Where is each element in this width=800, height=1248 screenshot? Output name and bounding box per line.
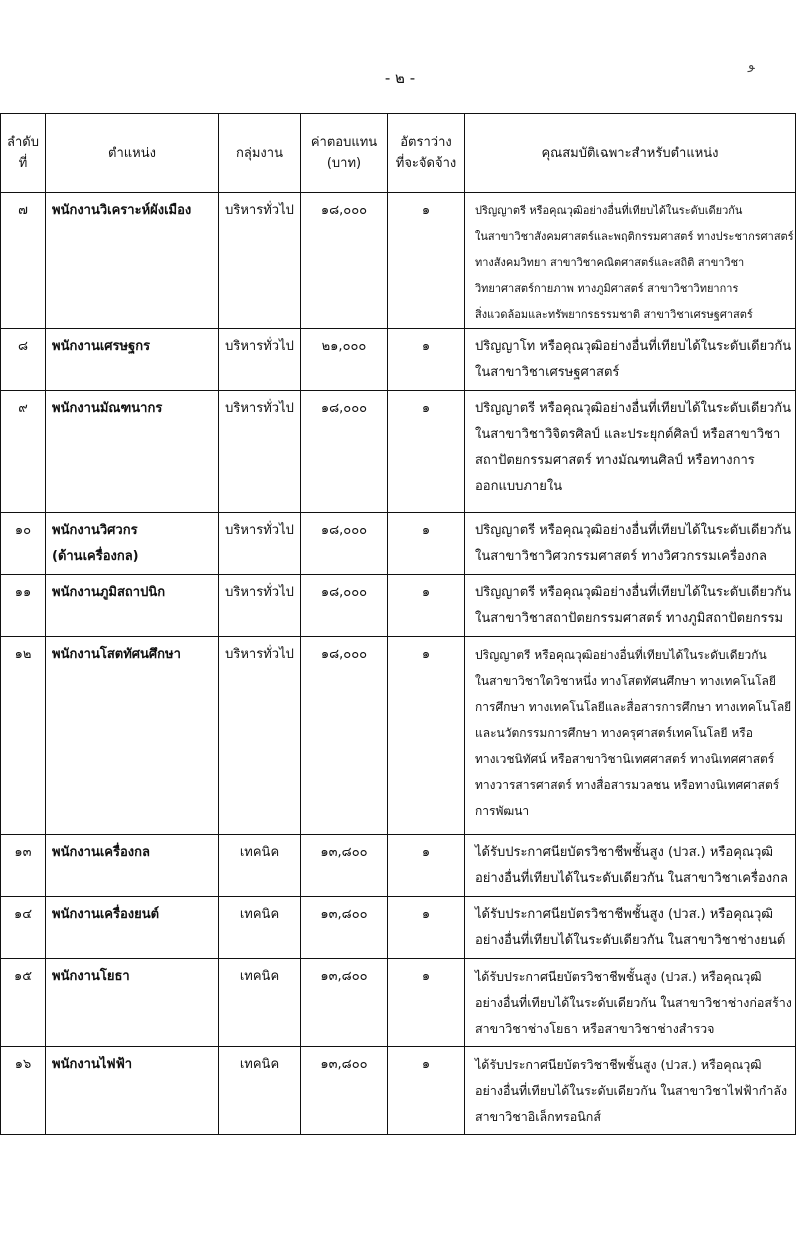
position-title-line: พนักงานโสตทัศนศึกษา <box>52 647 181 662</box>
work-group: เทคนิค <box>219 1047 301 1135</box>
table-row <box>1 193 796 329</box>
position-title <box>46 575 219 637</box>
header-salary: ค่าตอบแทน (บาท) <box>301 114 388 193</box>
qualification-line: ในสาขาวิชาสังคมศาสตร์และพฤติกรรมศาสตร์ ทางประชากรศาสตร์ <box>475 230 794 243</box>
position-title-line: พนักงานเศรษฐกร <box>52 339 151 354</box>
row-number: ๙ <box>1 391 46 513</box>
qualification-line: วิทยาศาสตร์กายภาพ ทางภูมิศาสตร์ สาขาวิชาวิทยาการ <box>475 282 739 295</box>
table-row <box>1 1047 796 1135</box>
salary: ๒๑,๐๐๐ <box>301 329 388 391</box>
row-number: ๑๖ <box>1 1047 46 1135</box>
position-title <box>46 897 219 959</box>
vacancy-count: ๑ <box>388 835 465 897</box>
salary: ๑๓,๘๐๐ <box>301 1047 388 1135</box>
position-title-line: พนักงานมัณฑนากร <box>52 401 163 416</box>
header-group: กลุ่มงาน <box>219 114 301 193</box>
qualification-line: ออกแบบภายใน <box>475 479 563 494</box>
table-body <box>1 193 796 1135</box>
vacancy-count: ๑ <box>388 329 465 391</box>
header-qualification: คุณสมบัติเฉพาะสำหรับตำแหน่ง <box>465 114 796 193</box>
qualification <box>465 391 796 513</box>
row-number: ๘ <box>1 329 46 391</box>
work-group: บริหารทั่วไป <box>219 637 301 835</box>
work-group: เทคนิค <box>219 959 301 1047</box>
work-group: บริหารทั่วไป <box>219 329 301 391</box>
qualification-line: ได้รับประกาศนียบัตรวิชาชีพชั้นสูง (ปวส.) หรือคุณวุฒิ <box>475 1057 762 1072</box>
table-row <box>1 637 796 835</box>
qualification-line: ในสาขาวิชาเศรษฐศาสตร์ <box>475 365 620 380</box>
salary: ๑๘,๐๐๐ <box>301 637 388 835</box>
vacancy-count: ๑ <box>388 193 465 329</box>
position-title <box>46 391 219 513</box>
qualification-line: ปริญญาตรี หรือคุณวุฒิอย่างอื่นที่เทียบได้ในระดับเดียวกัน <box>475 401 792 416</box>
qualification-line: ในสาขาวิชาสถาปัตยกรรมศาสตร์ ทางภูมิสถาปัตยกรรม <box>475 611 784 626</box>
qualification-line: อย่างอื่นที่เทียบได้ในระดับเดียวกัน ในสาขาวิชาไฟฟ้ากำลัง <box>475 1083 788 1098</box>
salary: ๑๓,๘๐๐ <box>301 959 388 1047</box>
qualification-line: ทางวารสารศาสตร์ ทางสื่อสารมวลชน หรือทางนิเทศศาสตร์ <box>475 778 780 792</box>
position-title <box>46 959 219 1047</box>
position-title-line: พนักงานเครื่องกล <box>52 845 150 860</box>
table-row <box>1 513 796 575</box>
work-group: เทคนิค <box>219 897 301 959</box>
row-number: ๑๒ <box>1 637 46 835</box>
position-title <box>46 1047 219 1135</box>
qualification <box>465 329 796 391</box>
position-title-line: พนักงานเครื่องยนต์ <box>52 907 160 922</box>
qualification-line: การพัฒนา <box>475 804 530 818</box>
qualification-line: ได้รับประกาศนียบัตรวิชาชีพชั้นสูง (ปวส.) หรือคุณวุฒิ <box>475 845 774 860</box>
work-group: บริหารทั่วไป <box>219 575 301 637</box>
position-title-line: (ด้านเครื่องกล) <box>52 549 139 564</box>
qualification <box>465 835 796 897</box>
qualification-line: ได้รับประกาศนียบัตรวิชาชีพชั้นสูง (ปวส.) หรือคุณวุฒิ <box>475 969 762 984</box>
qualification-line: ปริญญาตรี หรือคุณวุฒิอย่างอื่นที่เทียบได้ในระดับเดียวกัน <box>475 648 767 662</box>
qualification <box>465 1047 796 1135</box>
position-title <box>46 835 219 897</box>
qualification-line: สาขาวิชาอิเล็กทรอนิกส์ <box>475 1109 601 1124</box>
page-number: - ๒ - <box>384 69 416 87</box>
table-row <box>1 959 796 1047</box>
row-number: ๑๑ <box>1 575 46 637</box>
qualification-line: สิ่งแวดล้อมและทรัพยากรธรรมชาติ สาขาวิชาเศรษฐศาสตร์ <box>475 308 753 321</box>
qualification-line: ในสาขาวิชาวิจิตรศิลป์ และประยุกต์ศิลป์ หรือสาขาวิชา <box>475 427 781 442</box>
vacancy-count: ๑ <box>388 513 465 575</box>
qualification-line: สถาปัตยกรรมศาสตร์ ทางมัณฑนศิลป์ หรือทางการ <box>475 453 755 468</box>
qualification <box>465 637 796 835</box>
qualification-line: อย่างอื่นที่เทียบได้ในระดับเดียวกัน ในสาขาวิชาช่างก่อสร้าง <box>475 995 792 1010</box>
salary: ๑๘,๐๐๐ <box>301 391 388 513</box>
work-group: บริหารทั่วไป <box>219 513 301 575</box>
row-number: ๑๓ <box>1 835 46 897</box>
qualification <box>465 193 796 329</box>
header-no: ลำดับ ที่ <box>1 114 46 193</box>
salary: ๑๘,๐๐๐ <box>301 193 388 329</box>
qualification-line: และนวัตกรรมการศึกษา ทางครุศาสตร์เทคโนโลยี หรือ <box>475 726 753 740</box>
work-group: เทคนิค <box>219 835 301 897</box>
table-row <box>1 391 796 513</box>
qualification-line: ทางเวชนิทัศน์ หรือสาขาวิชานิเทศศาสตร์ ทางนิเทศศาสตร์ <box>475 752 775 766</box>
qualification-line: ปริญญาตรี หรือคุณวุฒิอย่างอื่นที่เทียบได้ในระดับเดียวกัน <box>475 523 792 538</box>
corner-mark: ﻮ <box>748 58 755 73</box>
position-title-line: พนักงานไฟฟ้า <box>52 1057 133 1072</box>
qualification <box>465 575 796 637</box>
position-title <box>46 329 219 391</box>
vacancy-count: ๑ <box>388 575 465 637</box>
header-position: ตำแหน่ง <box>46 114 219 193</box>
work-group: บริหารทั่วไป <box>219 193 301 329</box>
qualification-line: ทางสังคมวิทยา สาขาวิชาคณิตศาสตร์และสถิติ สาขาวิชา <box>475 256 745 269</box>
position-title-line: พนักงานภูมิสถาปนิก <box>52 585 166 600</box>
salary: ๑๘,๐๐๐ <box>301 575 388 637</box>
salary: ๑๓,๘๐๐ <box>301 835 388 897</box>
work-group: บริหารทั่วไป <box>219 391 301 513</box>
table-row <box>1 897 796 959</box>
vacancy-count: ๑ <box>388 1047 465 1135</box>
qualification <box>465 513 796 575</box>
qualification <box>465 959 796 1047</box>
row-number: ๗ <box>1 193 46 329</box>
qualification-line: ได้รับประกาศนียบัตรวิชาชีพชั้นสูง (ปวส.) หรือคุณวุฒิ <box>475 907 774 922</box>
row-number: ๑๕ <box>1 959 46 1047</box>
row-number: ๑๔ <box>1 897 46 959</box>
vacancy-count: ๑ <box>388 897 465 959</box>
position-title-line: พนักงานวิเคราะห์ผังเมือง <box>52 203 192 218</box>
row-number: ๑๐ <box>1 513 46 575</box>
table-row <box>1 835 796 897</box>
position-title <box>46 513 219 575</box>
table-header-row <box>1 114 796 193</box>
positions-table <box>0 113 796 1135</box>
position-title <box>46 193 219 329</box>
qualification-line: สาขาวิชาช่างโยธา หรือสาขาวิชาช่างสำรวจ <box>475 1021 715 1036</box>
position-title-line: พนักงานวิศวกร <box>52 523 138 538</box>
qualification <box>465 897 796 959</box>
salary: ๑๘,๐๐๐ <box>301 513 388 575</box>
table-row <box>1 575 796 637</box>
vacancy-count: ๑ <box>388 637 465 835</box>
qualification-line: ปริญญาตรี หรือคุณวุฒิอย่างอื่นที่เทียบได้ในระดับเดียวกัน <box>475 585 792 600</box>
qualification-line: อย่างอื่นที่เทียบได้ในระดับเดียวกัน ในสาขาวิชาช่างยนต์ <box>475 933 786 948</box>
header-count: อัตราว่าง ที่จะจัดจ้าง <box>388 114 465 193</box>
qualification-line: การศึกษา ทางเทคโนโลยีและสื่อสารการศึกษา ทางเทคโนโลยี <box>475 700 792 714</box>
table-row <box>1 329 796 391</box>
qualification-line: อย่างอื่นที่เทียบได้ในระดับเดียวกัน ในสาขาวิชาเครื่องกล <box>475 871 788 886</box>
qualification-line: ในสาขาวิชาวิศวกรรมศาสตร์ ทางวิศวกรรมเครื่องกล <box>475 549 767 564</box>
qualification-line: ปริญญาตรี หรือคุณวุฒิอย่างอื่นที่เทียบได้ในระดับเดียวกัน <box>475 204 743 217</box>
qualification-line: ในสาขาวิชาใดวิชาหนึ่ง ทางโสตทัศนศึกษา ทางเทคโนโลยี <box>475 674 776 688</box>
vacancy-count: ๑ <box>388 959 465 1047</box>
qualification-line: ปริญญาโท หรือคุณวุฒิอย่างอื่นที่เทียบได้ในระดับเดียวกัน <box>475 339 792 354</box>
position-title-line: พนักงานโยธา <box>52 969 130 984</box>
salary: ๑๓,๘๐๐ <box>301 897 388 959</box>
position-title <box>46 637 219 835</box>
vacancy-count: ๑ <box>388 391 465 513</box>
